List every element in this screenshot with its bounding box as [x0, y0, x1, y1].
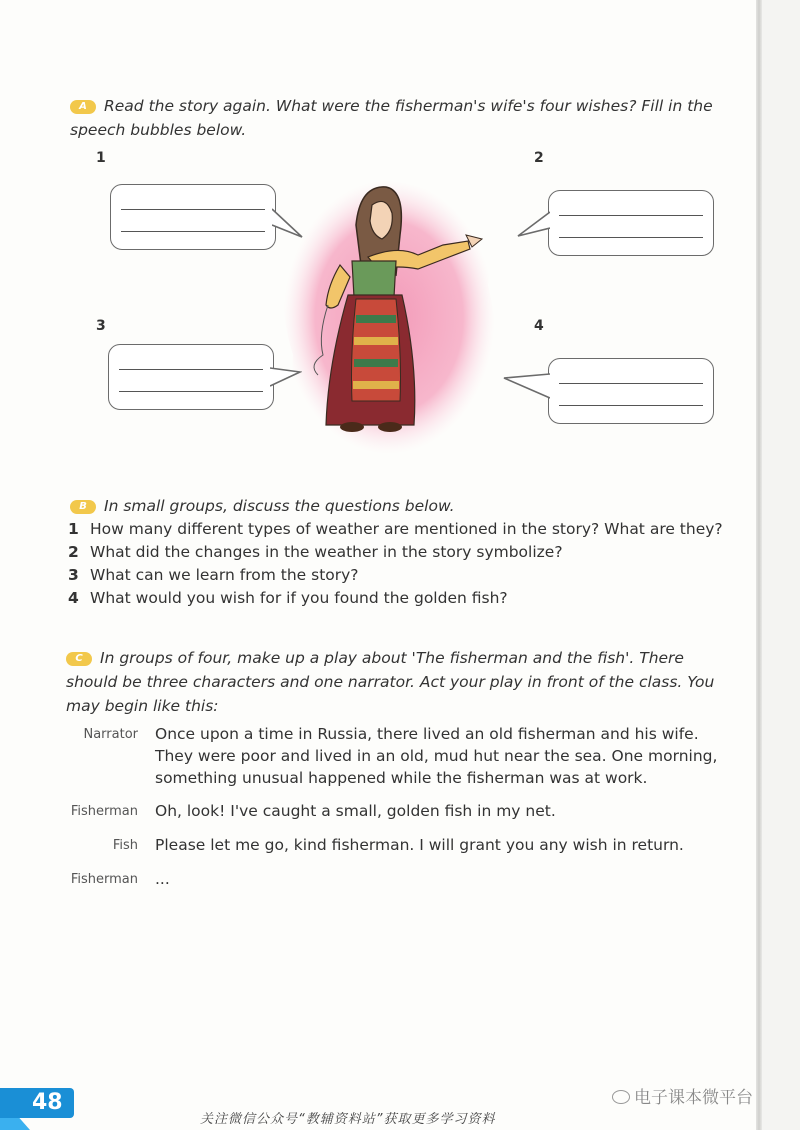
answer-line	[559, 237, 703, 238]
speaker-label: Fisherman	[70, 804, 138, 819]
script-line: ...	[155, 870, 170, 888]
bubble-number-2: 2	[534, 150, 544, 166]
fishermans-wife-illustration	[268, 165, 518, 465]
section-b-instruction: B In small groups, discuss the questions below.	[70, 494, 730, 518]
bubble-number-3: 3	[96, 318, 106, 334]
speech-bubble-3[interactable]	[108, 344, 274, 410]
answer-line	[121, 209, 265, 210]
page-number: 48	[0, 1088, 74, 1118]
speech-bubble-4[interactable]	[548, 358, 714, 424]
bubble-number-1: 1	[96, 150, 106, 166]
speaker-label: Narrator	[83, 727, 138, 742]
answer-line	[559, 405, 703, 406]
speaker-label: Fish	[112, 838, 138, 853]
script-row	[60, 834, 740, 857]
question-item: 1 How many different types of weather are mentioned in the story? What are they?	[68, 520, 723, 538]
speech-bubble-2[interactable]	[548, 190, 714, 256]
script-row	[60, 868, 740, 891]
script-line: Oh, look! I've caught a small, golden fish in my net.	[155, 802, 556, 820]
question-item: 4 What would you wish for if you found the golden fish?	[68, 589, 508, 607]
section-c-instruction: C In groups of four, make up a play about 'The fisherman and the fish'. There should be three characters and one narrator. Act your play in front of the class. You may begin like this:	[66, 649, 715, 715]
answer-line	[559, 383, 703, 384]
script-row	[60, 723, 740, 789]
script-line: Please let me go, kind fisherman. I will grant you any wish in return.	[155, 836, 684, 854]
question-item: 2 What did the changes in the weather in the story symbolize?	[68, 543, 563, 561]
bubble-3-tail	[270, 364, 302, 398]
question-item: 3 What can we learn from the story?	[68, 566, 359, 584]
script-row	[60, 800, 740, 823]
chat-icon	[612, 1090, 630, 1104]
discussion-questions	[68, 518, 748, 610]
bubble-2-tail	[516, 210, 550, 240]
section-c-badge: C	[66, 652, 92, 666]
page-margin	[762, 0, 800, 1130]
answer-line	[559, 215, 703, 216]
section-a-badge: A	[70, 100, 96, 114]
answer-line	[119, 369, 263, 370]
speech-bubble-1[interactable]	[110, 184, 276, 250]
bubble-4-tail	[502, 372, 550, 406]
answer-line	[121, 231, 265, 232]
page-spine	[756, 0, 762, 1130]
watermark: 电子课本微平台	[612, 1083, 753, 1108]
speaker-label: Fisherman	[70, 872, 138, 887]
footer-text: 关注微信公众号“教辅资料站”获取更多学习资料	[200, 1112, 496, 1127]
script-line: Once upon a time in Russia, there lived an old fisherman and his wife. They were poor and lived in an old, mud hut near the sea. One morning, something unusual happened while the fisherman was at work.	[155, 725, 718, 787]
bubble-1-tail	[272, 205, 304, 239]
answer-line	[119, 391, 263, 392]
play-script	[60, 723, 740, 902]
section-b-badge: B	[70, 500, 96, 514]
section-a-instruction: A Read the story again. What were the fisherman's wife's four wishes? Fill in the speech bubbles below.	[70, 97, 713, 139]
bubble-number-4: 4	[534, 318, 544, 334]
